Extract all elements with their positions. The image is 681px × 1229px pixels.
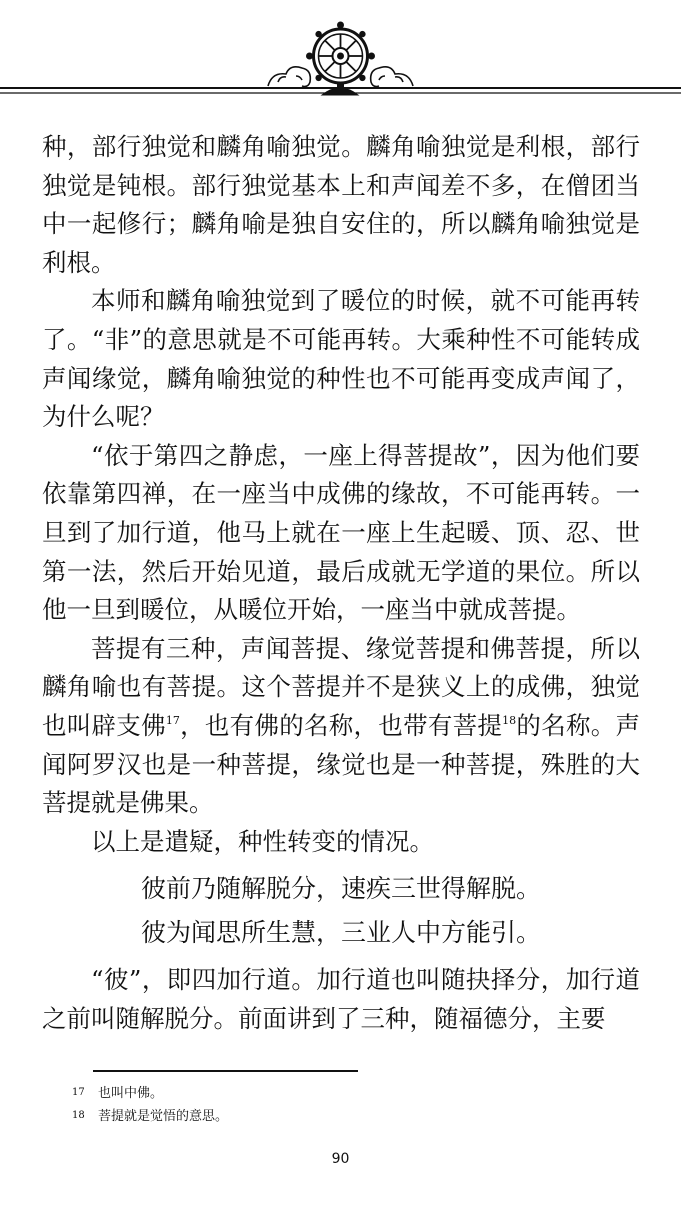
paragraph-6: “彼”，即四加行道。加行道也叫随抉择分，加行道之前叫随解脱分。前面讲到了三种，随福德分，主要 [42,965,640,1033]
paragraph-4-part-2: ，也有佛的名称，也带有菩提 [179,710,503,740]
verse-line-2: 彼为闻思所生慧，三业人中方能引。 [140,918,541,948]
verse-line-1: 彼前乃随解脱分，速疾三世得解脱。 [140,874,541,904]
paragraph-2: 本师和麟角喻独觉到了暖位的时候，就不可能再转了。“非”的意思就是不可能再转。大乘种性不可能转成声闻缘觉，麟角喻独觉的种性也不可能再变成声闻了，为什么呢？ [42,286,640,432]
footnote-number: 18 [72,1110,85,1121]
paragraph-4 [42,630,640,823]
footnote-ref-18: 18 [502,713,517,727]
footnote-18 [72,1105,228,1128]
paragraph-5: 以上是遣疑，种性转变的情况。 [91,826,434,856]
verse-block [42,867,640,955]
footnote-divider [93,1070,358,1072]
footnote-ref-17: 17 [165,713,180,727]
footnote-text: 也叫中佛。 [98,1086,164,1101]
page-header [0,0,681,110]
dharma-wheel-icon [306,22,375,96]
main-text [42,128,640,1038]
footnotes [72,1082,228,1128]
paragraph-4-part-3: 的名称。声闻阿罗汉也是一种菩提，缘觉也是一种菩提，殊胜的大菩提就是佛果。 [42,710,641,818]
paragraph-3: “依于第四之静虑，一座上得菩提故”，因为他们要依靠第四禅，在一座当中成佛的缘故，不可能再转。一旦到了加行道，他马上就在一座上生起暖、顶、忍、世第一法，然后开始见道，最后成就无学道的果位。所以他一旦到暖位，从暖位开始，一座当中就成菩提。 [42,440,640,625]
footnote-17 [72,1082,228,1105]
paragraph-1: 种，部行独觉和麟角喻独觉。麟角喻独觉是利根，部行独觉是钝根。部行独觉基本上和声闻差不多，在僧团当中一起修行；麟角喻是独自安住的，所以麟角喻独觉是利根。 [42,132,640,277]
paragraph-4-part-1: 菩提有三种，声闻菩提、缘觉菩提和佛菩提，所以麟角喻也有菩提。这个菩提并不是狭义上的成佛，独觉也叫辟支佛 [42,633,640,740]
footnote-number: 17 [72,1087,85,1098]
page-number: 90 [331,1151,350,1167]
footnote-text: 菩提就是觉悟的意思。 [98,1109,229,1124]
